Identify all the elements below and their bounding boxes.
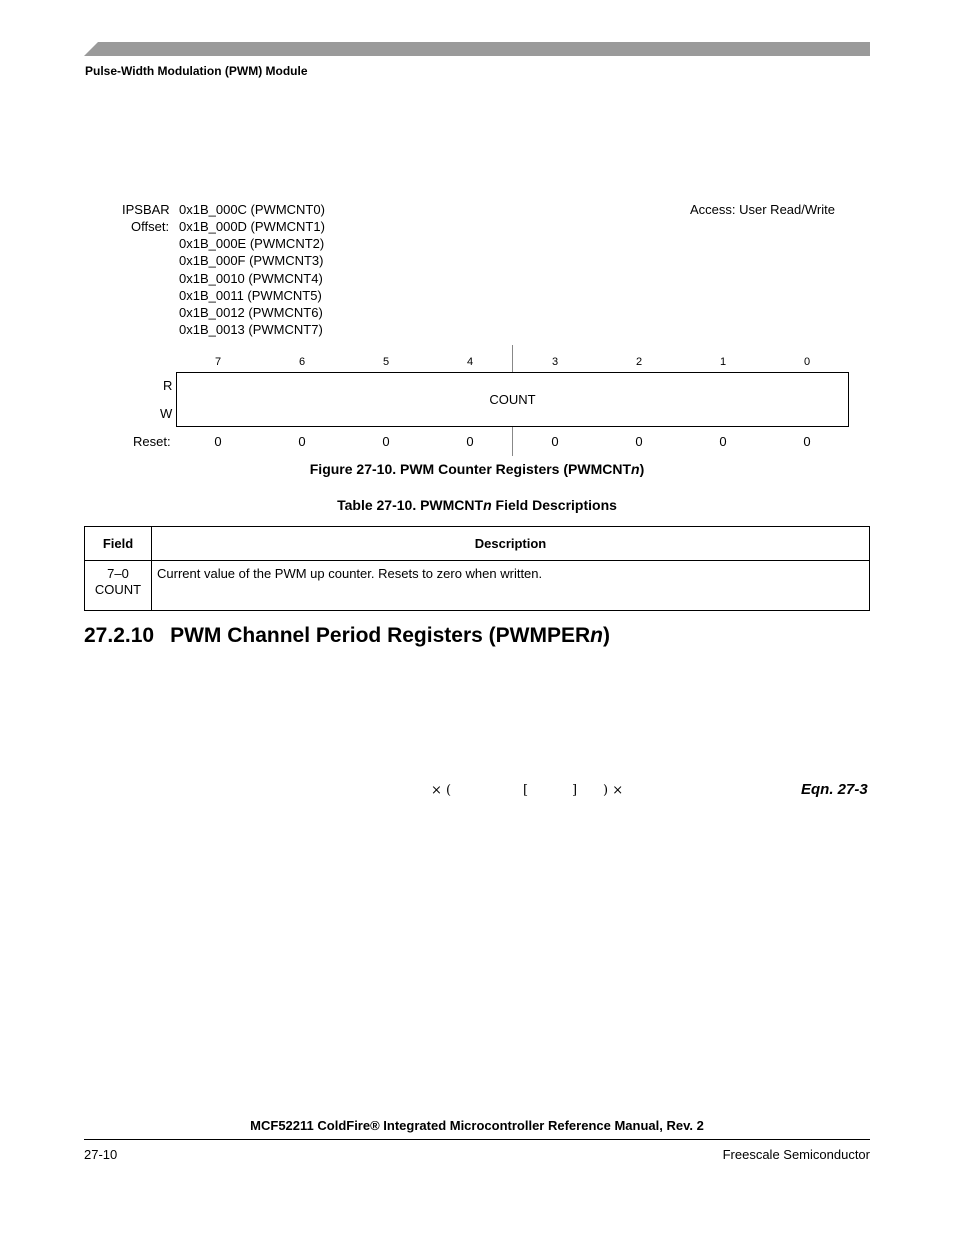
equation-fragment: ] xyxy=(572,783,578,798)
reset-value: 0 xyxy=(803,434,811,449)
running-head: Pulse-Width Modulation (PWM) Module xyxy=(85,64,308,78)
bit-number: 7 xyxy=(214,356,222,368)
register-address: 0x1B_000F (PWMCNT3) xyxy=(179,253,324,268)
table-header-row xyxy=(85,527,870,561)
equation-fragment: ) × xyxy=(603,783,624,798)
register-address: 0x1B_000C (PWMCNT0) xyxy=(179,202,325,217)
reset-label: Reset: xyxy=(133,434,171,449)
table-header-description: Description xyxy=(152,527,870,561)
field-bits: 7–0 xyxy=(107,566,129,581)
header-bar xyxy=(84,42,870,56)
bit-number: 0 xyxy=(803,356,811,368)
register-field-box xyxy=(176,372,849,427)
reset-value: 0 xyxy=(298,434,306,449)
table-caption: Table 27-10. PWMCNTn Field Descriptions xyxy=(337,497,617,513)
register-address: 0x1B_000E (PWMCNT2) xyxy=(179,236,325,251)
reset-value: 0 xyxy=(382,434,390,449)
ipsbar-label: IPSBAR xyxy=(122,202,170,217)
bit-number: 2 xyxy=(635,356,643,368)
bit-number: 6 xyxy=(298,356,306,368)
footer-rule xyxy=(84,1139,870,1140)
field-cell xyxy=(85,561,152,611)
bit-number: 5 xyxy=(382,356,390,368)
table-header-field: Field xyxy=(85,527,152,561)
reset-value: 0 xyxy=(635,434,643,449)
page-number: 27-10 xyxy=(84,1147,118,1162)
bit-number: 1 xyxy=(719,356,727,368)
register-address: 0x1B_0013 (PWMCNT7) xyxy=(179,322,323,337)
row-label-write: W xyxy=(160,406,173,421)
reset-value: 0 xyxy=(551,434,559,449)
count-field-name: COUNT xyxy=(489,392,536,407)
reset-value: 0 xyxy=(719,434,727,449)
register-address: 0x1B_000D (PWMCNT1) xyxy=(179,219,325,234)
reset-value: 0 xyxy=(466,434,474,449)
row-label-read: R xyxy=(163,378,173,393)
register-address: 0x1B_0011 (PWMCNT5) xyxy=(179,288,322,303)
publisher: Freescale Semiconductor xyxy=(722,1147,870,1162)
field-description-table xyxy=(84,526,870,611)
section-heading: 27.2.10 PWM Channel Period Registers (PWMPERn) xyxy=(84,624,610,647)
register-address: 0x1B_0012 (PWMCNT6) xyxy=(179,305,323,320)
offset-label: Offset: xyxy=(131,219,170,234)
equation-fragment: [ xyxy=(523,783,529,798)
section-number: 27.2.10 xyxy=(84,624,155,647)
table-row xyxy=(85,561,870,611)
description-cell: Current value of the PWM up counter. Resets to zero when written. xyxy=(152,561,870,611)
register-address: 0x1B_0010 (PWMCNT4) xyxy=(179,271,323,286)
reset-value: 0 xyxy=(214,434,222,449)
footer-title: MCF52211 ColdFire® Integrated Microcontroller Reference Manual, Rev. 2 xyxy=(250,1118,704,1133)
nibble-divider xyxy=(512,427,513,456)
equation-fragment: × ( xyxy=(431,783,452,798)
bit-number: 3 xyxy=(551,356,559,368)
bit-number: 4 xyxy=(466,356,474,368)
access-label: Access: User Read/Write xyxy=(690,202,835,217)
nibble-divider xyxy=(512,345,513,372)
field-name: COUNT xyxy=(94,582,142,597)
equation-label: Eqn. 27-3 xyxy=(801,781,868,798)
figure-caption: Figure 27-10. PWM Counter Registers (PWMCNTn) xyxy=(309,461,645,477)
